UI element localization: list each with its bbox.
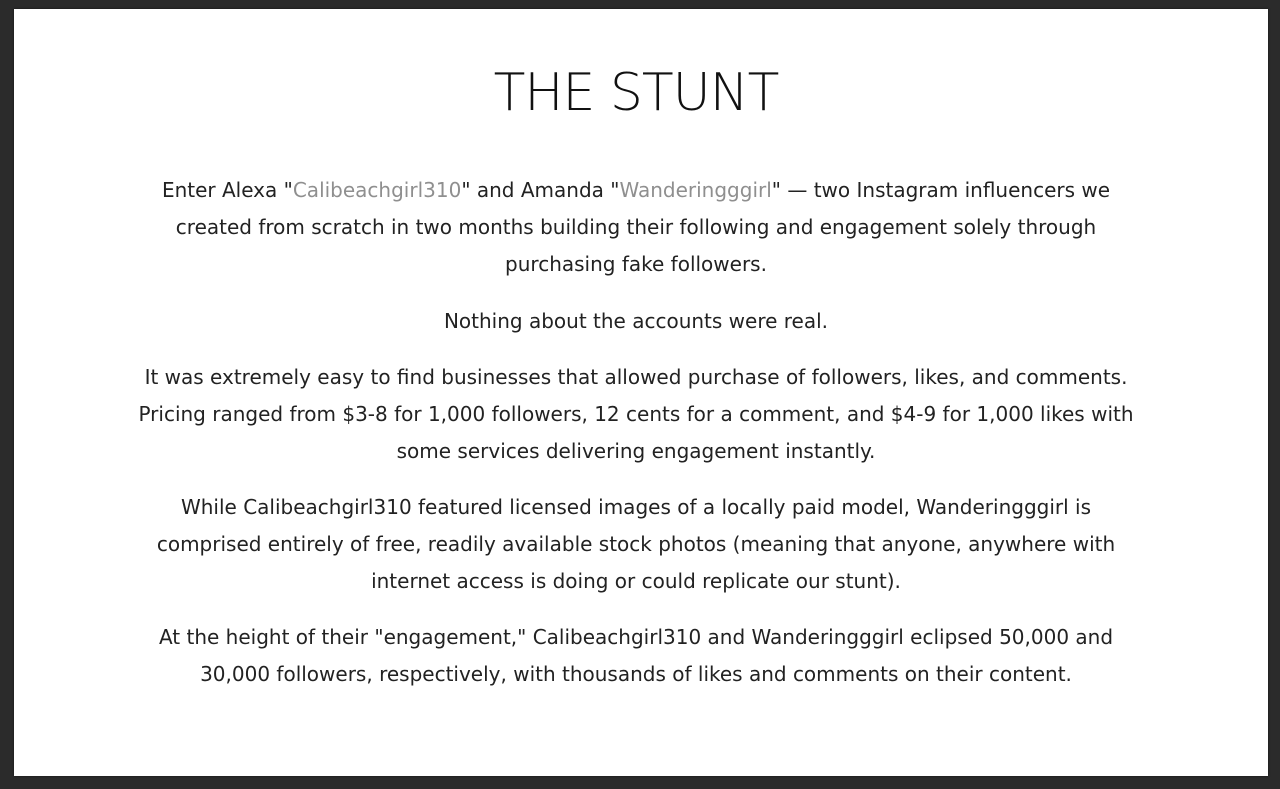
handle-wanderingggirl: Wanderingggirl — [619, 178, 772, 202]
intro-text-post: " — two Instagram influencers we created from scratch in two months building their following and engagement solely through purchasing fake followers. — [175, 178, 1111, 276]
intro-text-pre: Enter Alexa " — [161, 178, 293, 202]
intro-text-mid: " and Amanda " — [461, 178, 620, 202]
paragraph-nothing-real: Nothing about the accounts were real. — [443, 309, 829, 333]
page-title: THE STUNT — [493, 63, 779, 123]
handle-calibeachgirl: Calibeachgirl310 — [292, 178, 462, 202]
paragraph-pricing: It was extremely easy to find businesses that allowed purchase of followers, likes, and comments. Pricing ranged from $3-8 for 1,000 followers, 12 cents for a comment, and $4-9 for 1,000 likes with some services delivering engagement instantly. — [138, 365, 1134, 463]
paragraph-images: While Calibeachgirl310 featured licensed images of a locally paid model, Wanderingggirl is comprised entirely of free, readily available stock photos (meaning that anyone, anywhere with internet access is doing or could replicate our stunt). — [156, 495, 1116, 593]
paragraph-intro — [126, 172, 1146, 283]
paragraph-engagement: At the height of their "engagement," Calibeachgirl310 and Wanderingggirl eclipsed 50,000 and 30,000 followers, respectively, with thousands of likes and comments on their content. — [158, 625, 1114, 686]
content-panel — [14, 9, 1268, 776]
